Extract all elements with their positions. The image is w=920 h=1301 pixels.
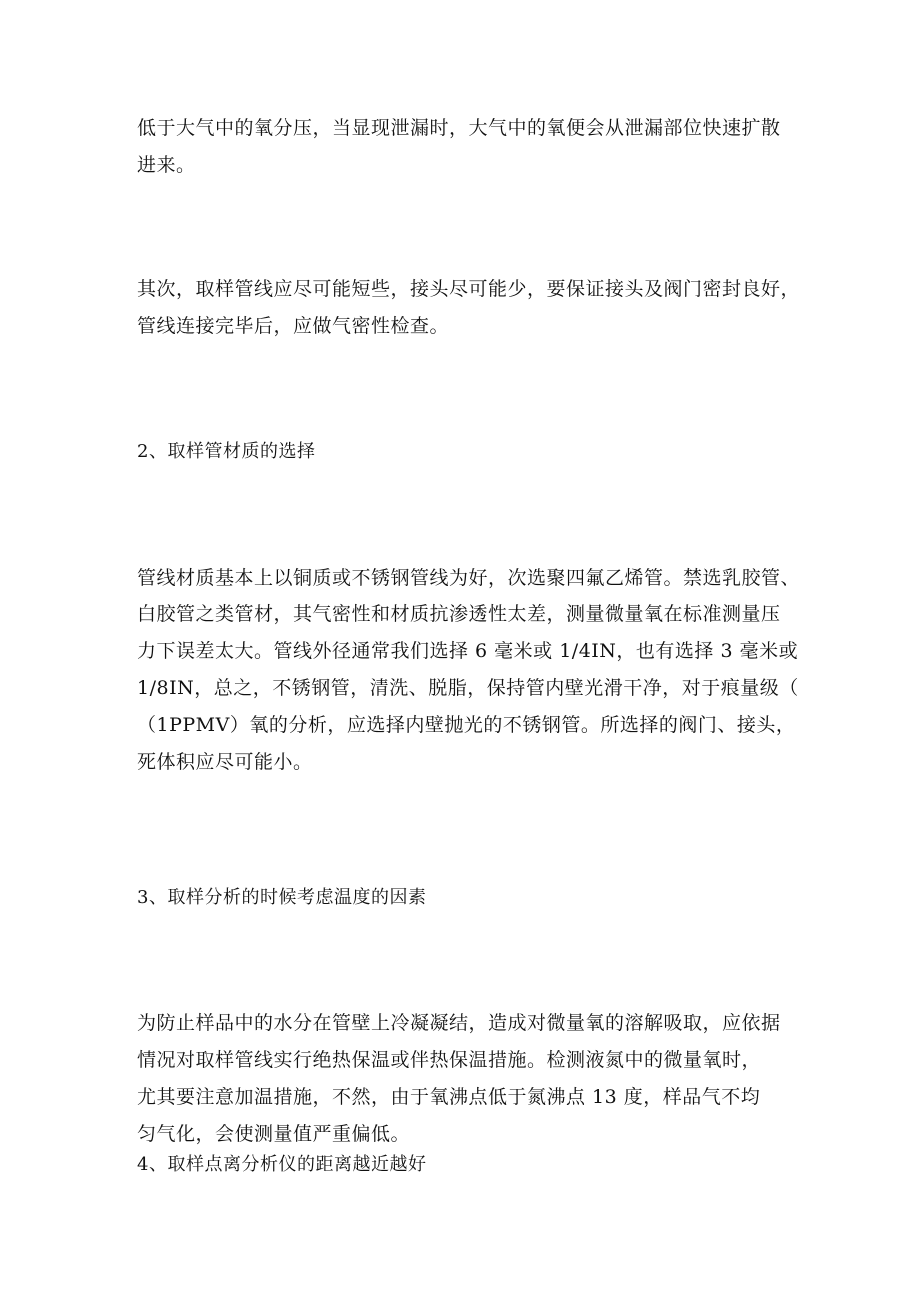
paragraph-3-line-6: 死体积应尽可能小。: [137, 751, 313, 773]
paragraph-4-line-1: 为防止样品中的水分在管壁上冷凝凝结，造成对微量氧的溶解吸取，应依据: [137, 1012, 781, 1034]
paragraph-2-line-1: 其次，取样管线应尽可能短些，接头尽可能少，要保证接头及阀门密封良好，: [137, 278, 801, 300]
paragraph-4-line-2: 情况对取样管线实行绝热保温或伴热保温措施。检测液氮中的微量氧时，: [137, 1049, 762, 1071]
paragraph-3-line-2: 白胶管之类管材，其气密性和材质抗渗透性太差，测量微量氧在标准测量压: [137, 603, 781, 625]
paragraph-3-line-4: 1/8IN，总之，不锈钢管，清洗、脱脂，保持管内壁光滑干净，对于痕量级（: [137, 677, 799, 699]
paragraph-1-line-1: 低于大气中的氧分压，当显现泄漏时，大气中的氧便会从泄漏部位快速扩散: [137, 117, 781, 139]
paragraph-3-line-3: 力下误差太大。管线外径通常我们选择 6 毫米或 1/4IN，也有选择 3 毫米或: [137, 640, 799, 662]
section-heading-3: 3、取样分析的时候考虑温度的因素: [137, 887, 427, 908]
paragraph-1-line-2: 进来。: [137, 154, 196, 176]
paragraph-4-line-4: 匀气化，会使测量值严重偏低。: [137, 1123, 411, 1145]
paragraph-4-line-3: 尤其要注意加温措施，不然，由于氧沸点低于氮沸点 13 度，样品气不均: [137, 1086, 761, 1108]
paragraph-3-line-1: 管线材质基本上以铜质或不锈钢管线为好，次选聚四氟乙烯管。禁选乳胶管、: [137, 567, 801, 589]
paragraph-2-line-2: 管线连接完毕后，应做气密性检查。: [137, 315, 450, 337]
paragraph-3-line-5: （1PPMV）氧的分析，应选择内壁抛光的不锈钢管。所选择的阀门、接头，: [137, 714, 796, 736]
section-heading-2: 2、取样管材质的选择: [137, 441, 316, 462]
section-heading-4: 4、取样点离分析仪的距离越近越好: [137, 1154, 427, 1175]
